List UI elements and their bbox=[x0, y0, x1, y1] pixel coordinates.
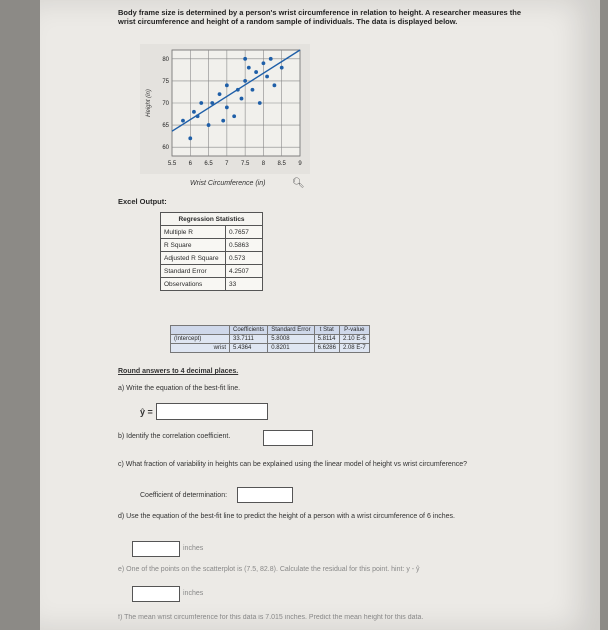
data-point bbox=[225, 83, 229, 87]
prediction-input[interactable] bbox=[132, 541, 180, 557]
coef-cell: 2.10 E-6 bbox=[339, 335, 369, 344]
scatter-plot bbox=[140, 44, 310, 174]
regression-stats-header: Regression Statistics bbox=[161, 213, 263, 226]
coef-header: Standard Error bbox=[268, 326, 314, 335]
coef-determination-label: Coefficient of determination: bbox=[140, 492, 228, 499]
regression-stats-table bbox=[160, 212, 263, 291]
stat-label: R Square bbox=[161, 239, 226, 252]
data-point bbox=[240, 97, 244, 101]
coef-cell: 5.8008 bbox=[268, 335, 314, 344]
data-point bbox=[181, 119, 185, 123]
y-tick-label: 70 bbox=[162, 101, 169, 107]
stat-value: 0.5863 bbox=[226, 239, 263, 252]
coef-cell: 5.4364 bbox=[230, 344, 268, 353]
round-instructions: Round answers to 4 decimal places. bbox=[118, 368, 239, 375]
coef-header: t Stat bbox=[314, 326, 339, 335]
data-point bbox=[251, 88, 255, 92]
x-tick-label: 8 bbox=[261, 161, 266, 167]
data-point bbox=[188, 136, 192, 140]
coefficients-table bbox=[170, 325, 370, 353]
coef-header: P-value bbox=[339, 326, 369, 335]
stat-value: 0.7657 bbox=[226, 226, 263, 239]
coef-cell: (Intercept) bbox=[171, 335, 230, 344]
stat-label: Adjusted R Square bbox=[161, 252, 226, 265]
data-point bbox=[210, 101, 214, 105]
data-point bbox=[273, 83, 277, 87]
data-point bbox=[199, 101, 203, 105]
coef-header bbox=[171, 326, 230, 335]
y-tick-label: 75 bbox=[162, 78, 169, 85]
coef-cell: 33.7111 bbox=[230, 335, 268, 344]
stat-label: Standard Error bbox=[161, 265, 226, 278]
data-point bbox=[232, 114, 236, 118]
coef-cell: wrist bbox=[171, 344, 230, 353]
data-point bbox=[225, 106, 229, 110]
question-e: e) One of the points on the scatterplot is (7.5, 82.8). Calculate the residual for this point. hint: y - ŷ bbox=[118, 566, 420, 573]
correlation-input[interactable] bbox=[263, 430, 313, 446]
data-point bbox=[196, 114, 200, 118]
data-point bbox=[280, 66, 284, 70]
x-tick-label: 7 bbox=[225, 161, 229, 167]
coef-cell: 0.8201 bbox=[268, 344, 314, 353]
residual-input[interactable] bbox=[132, 586, 180, 602]
data-point bbox=[192, 110, 196, 114]
stat-label: Multiple R bbox=[161, 226, 226, 239]
coef-cell: 5.8114 bbox=[314, 335, 339, 344]
coef-header: Coefficients bbox=[230, 326, 268, 335]
data-point bbox=[265, 75, 269, 79]
stat-value: 33 bbox=[226, 278, 263, 291]
question-b: b) Identify the correlation coefficient. bbox=[118, 433, 231, 440]
data-point bbox=[218, 92, 222, 96]
data-point bbox=[243, 79, 247, 83]
y-tick-label: 60 bbox=[162, 145, 169, 152]
question-f: f) The mean wrist circumference for this data is 7.015 inches. Predict the mean height for this data. bbox=[118, 614, 424, 621]
x-tick-label: 6 bbox=[188, 161, 192, 167]
equation-input[interactable] bbox=[156, 403, 268, 420]
x-tick-label: 8.5 bbox=[277, 161, 286, 167]
intro-text: Body frame size is determined by a person's wrist circumference in relation to height. A researcher measures the wrist circumference and height of a random sample of individuals. The data is displayed below. bbox=[118, 8, 522, 26]
x-tick-label: 7.5 bbox=[240, 161, 250, 167]
data-point bbox=[243, 57, 247, 61]
data-point bbox=[262, 61, 266, 65]
coef-cell: 2.08 E-7 bbox=[339, 344, 369, 353]
data-point bbox=[258, 101, 262, 105]
stat-value: 0.573 bbox=[226, 252, 263, 265]
question-a: a) Write the equation of the best-fit line. bbox=[118, 385, 241, 392]
data-point bbox=[269, 57, 273, 61]
y-tick-label: 65 bbox=[162, 123, 169, 130]
question-d: d) Use the equation of the best-fit line to predict the height of a person with a wrist circumference of 6 inches. bbox=[118, 513, 455, 520]
stat-label: Observations bbox=[161, 278, 226, 291]
question-c: c) What fraction of variability in heights can be explained using the linear model of height vs wrist circumference? bbox=[118, 461, 468, 468]
x-tick-label: 9 bbox=[298, 161, 302, 167]
x-axis-label: Wrist Circumference (in) bbox=[190, 180, 266, 187]
data-point bbox=[207, 123, 211, 127]
x-tick-label: 6.5 bbox=[204, 161, 213, 167]
coef-cell: 6.6286 bbox=[314, 344, 339, 353]
yhat-symbol: ŷ = bbox=[140, 407, 153, 417]
y-axis-label: Height (in) bbox=[146, 89, 152, 117]
y-tick-label: 80 bbox=[162, 56, 169, 63]
data-point bbox=[236, 88, 240, 92]
data-point bbox=[247, 66, 251, 70]
magnify-icon[interactable]: 🔍︎ bbox=[292, 178, 305, 189]
inches-unit: inches bbox=[183, 545, 204, 552]
stat-value: 4.2507 bbox=[226, 265, 263, 278]
question-sheet bbox=[40, 0, 600, 630]
x-tick-label: 5.5 bbox=[167, 161, 177, 167]
data-point bbox=[221, 119, 225, 123]
inches-unit: inches bbox=[183, 590, 204, 597]
excel-output-label: Excel Output: bbox=[118, 197, 167, 206]
determination-input[interactable] bbox=[237, 487, 293, 503]
data-point bbox=[254, 70, 258, 74]
